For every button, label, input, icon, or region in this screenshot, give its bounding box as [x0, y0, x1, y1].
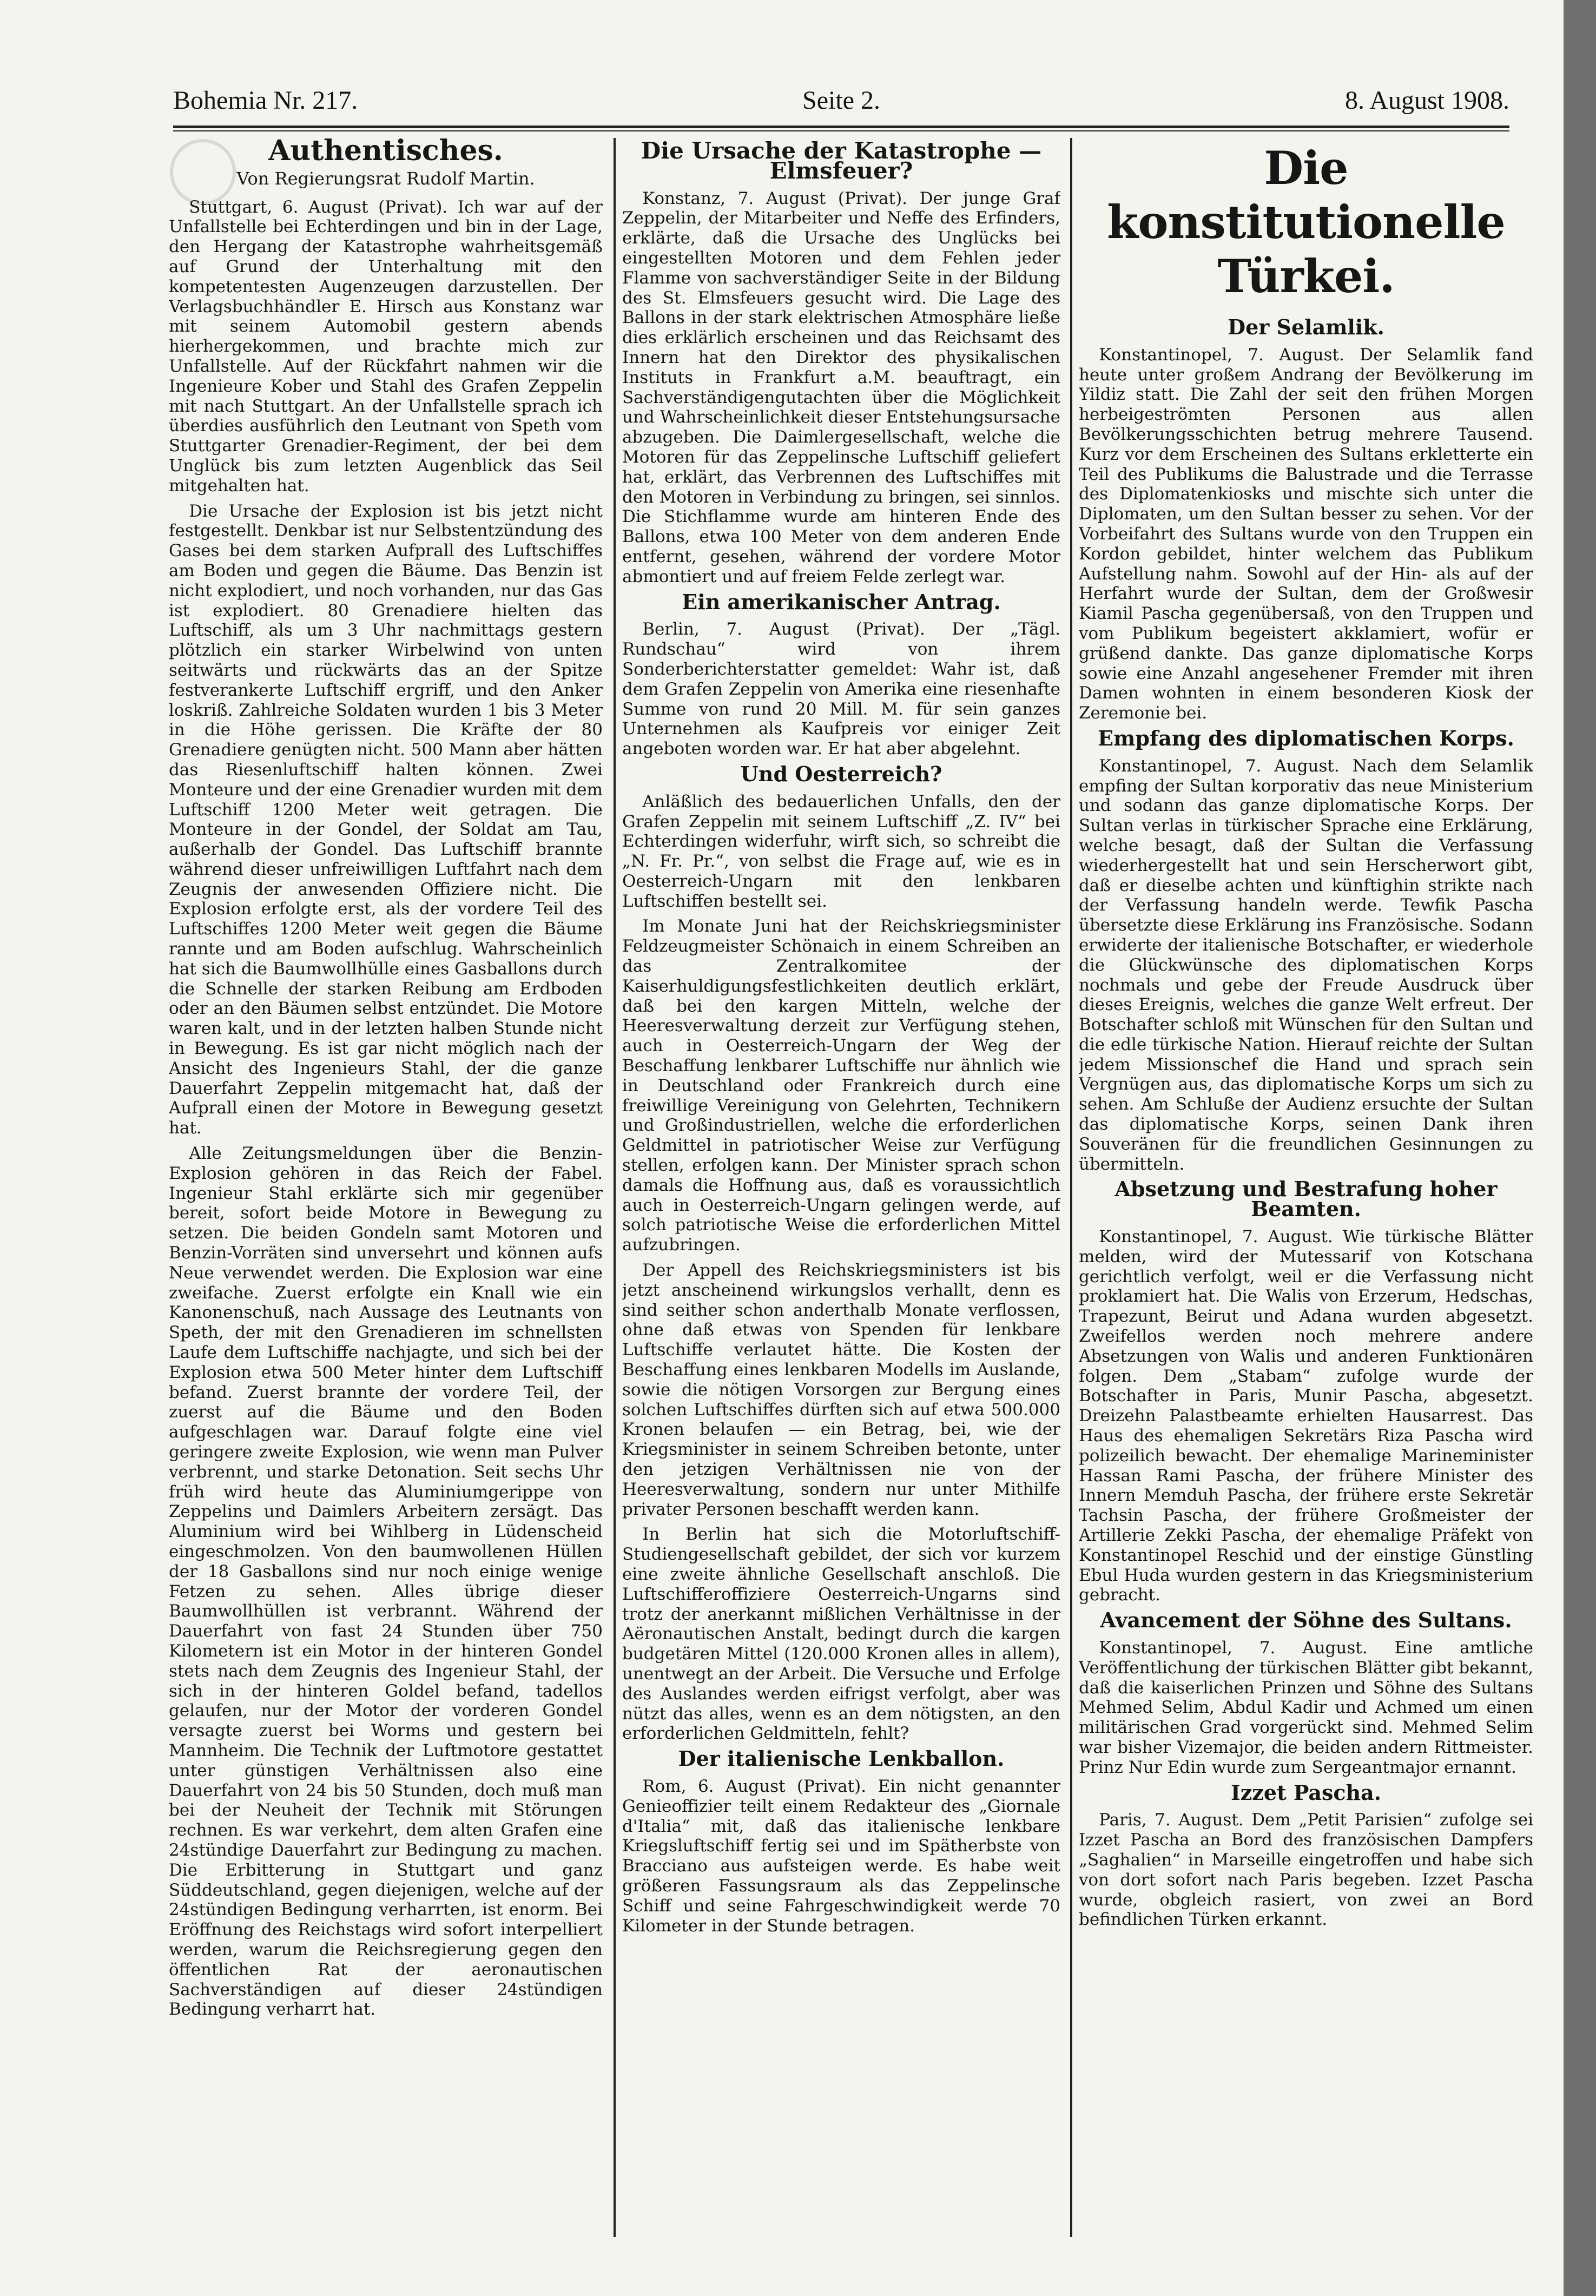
article-title-ursache: Die Ursache der Katastrophe — Elmsfeuer? [641, 138, 1042, 184]
column-1 [169, 138, 603, 2258]
column-divider-1 [614, 138, 616, 2237]
paragraph: Paris, 7. August. Dem „Petit Parisien“ zufolge sei Izzet Pascha an Bord des französischen Dampfers „Saghalien“ in Marseille eingetroffen und habe sich von dort sofort nach Paris begeben. Izzet Pascha wurde, obgleich rasiert, von zwei an Bord befindlichen Türken erkannt. [1079, 1810, 1533, 1930]
library-stamp [170, 139, 236, 205]
paragraph: Konstantinopel, 7. August. Nach dem Selamlik empfing der Sultan korporativ das neue Ministerium und sodann das ganze diplomatische Korps. Der Sultan verlas in türkischer Sprache eine Erklärung, welche besagt, daß der Sultan die Verfassung wiederhergestellt hat und sein Herscherwort gibt, daß er dieselbe achten und künftighin strikte nach der Verfassung handeln werde. Tewfik Pascha übersetzte diese Erklärung ins Französische. Sodann erwiderte der italienische Botschafter, er wiederhole die Glückwünsche des diplomatischen Korps nochmals und gebe der Freude Ausdruck über dieses Ereignis, welches die ganze Welt erfreut. Der Botschafter schloß mit Wünschen für den Sultan und die edle türkische Nation. Hierauf reichte der Sultan jedem Missionschef die Hand und sprach sein Vergnügen aus, das diplomatische Korps um sich zu sehen. Am Schluße der Audienz ersuchte der Sultan das diplomatische Korps, seinen Dank ihren Souveränen für die freundlichen Gesinnungen zu übermitteln. [1079, 756, 1533, 1174]
column-3 [1079, 138, 1533, 2258]
column-divider-2 [1070, 138, 1072, 2237]
article-title-lenkballon: Der italienische Lenkballon. [678, 1746, 1005, 1771]
issue-date: 8. August 1908. [1344, 86, 1509, 115]
masthead-issue: Bohemia Nr. 217. [173, 86, 358, 115]
section-heading-selamlik: Der Selamlik. [1228, 315, 1384, 339]
paragraph: In Berlin hat sich die Motorluftschiff-Studiengesellschaft gebildet, der sich vor kurzem eine zweite ähnliche Gesellschaft anschloß. Die Luftschifferoffiziere Oesterreich-Ungarns sind trotz der anerkannt mißlichen Verhältnisse in der Aëronautischen Anstalt, bedingt durch die kargen budgetären Mittel (120.000 Kronen alles in allem), unentwegt an der Arbeit. Die Versuche und Erfolge des Auslandes werden eifrigst verfolgt, aber was nützt das alles, wenn es an dem nötigsten, an den erforderlichen Geldmitteln, fehlt? [622, 1525, 1060, 1744]
page-number: Seite 2. [802, 86, 880, 115]
article-title-tuerkei: Die konstitutionelle Türkei. [1107, 141, 1505, 303]
section-heading-empfang: Empfang des diplomatischen Korps. [1098, 725, 1514, 750]
scan-edge [1564, 0, 1596, 2296]
paragraph: Konstantinopel, 7. August. Der Selamlik fand heute unter großem Andrang der Bevölkerung im Yildiz statt. Die Zahl der seit den frühen Morgen herbeigeströmten Personen aus allen Bevölkerungsschichten betrug mehrere Tausend. Kurz vor dem Erscheinen des Sultans erkletterte ein Teil des Publikums die Balustrade und die Terrasse des Diplomatenkiosks und mischte sich unter die Diplomaten, um den Sultan besser zu sehen. Vor der Vorbeifahrt des Sultans wurde von den Truppen ein Kordon gebildet, hinter welchem das Publikum Aufstellung nahm. Sowohl auf der Hin- als auf der Herfahrt wurde der Sultan, dem der Großwesir Kiamil Pascha gegenübersaß, von den Truppen und vom Publikum begeistert akklamiert, wofür er grüßend dankte. Das ganze diplomatische Korps sowie eine Anzahl angesehener Fremder mit ihren Damen wohnten in einem besonderen Kiosk der Zeremonie bei. [1079, 345, 1533, 723]
section-heading-izzet: Izzet Pascha. [1230, 1780, 1382, 1805]
article-title-authentisches: Authentisches. [268, 138, 503, 167]
paragraph: Berlin, 7. August (Privat). Der „Tägl. Rundschau“ wird von ihrem Sonderberichterstatter gemeldet: Wahr ist, daß dem Grafen Zeppelin von Amerika eine riesenhafte Summe von rund 20 Mill. M. für sein ganzes Unternehmen als Kaufpreis vor einiger Zeit angeboten worden war. Er hat aber abgelehnt. [622, 619, 1060, 759]
article-title-antrag: Ein amerikanischer Antrag. [682, 589, 1001, 614]
paragraph: Konstantinopel, 7. August. Wie türkische Blätter melden, wird der Mutessarif von Kotschana gerichtlich verfolgt, weil er die Verfassung nicht proklamiert hat. Die Walis von Erzerum, Hedschas, Trapezunt, Beirut und Adana wurden abgesetzt. Zweifellos werden noch mehrere andere Absetzungen von Walis und anderen Funktionären folgen. Dem „Stabam“ zufolge wurde der Botschafter in Paris, Munir Pascha, abgesetzt. Dreizehn Palastbeamte erhielten Hausarrest. Das Haus des ehemaligen Sekretärs Riza Pascha wird polizeilich bewacht. Der ehemalige Marineminister Hassan Rami Pascha, der frühere Minister des Innern Memduh Pascha, der frühere erste Sekretär Tachsin Pascha, der frühere Großmeister der Artillerie Zekki Pascha, der ehemalige Präfekt von Konstantinopel Reschid und der einstige Günstling Ebul Huda wurden gestern in das Kriegsministerium gebracht. [1079, 1227, 1533, 1605]
column-2 [622, 138, 1060, 2258]
section-heading-absetzung: Absetzung und Bestrafung hoher Beamten. [1114, 1177, 1498, 1222]
page-header [173, 81, 1509, 124]
paragraph: Stuttgart, 6. August (Privat). Ich war auf der Unfallstelle bei Echterdingen und bin in der Lage, den Hergang der Katastrophe wahrheitsgemäß auf Grund der Unterhaltung mit den kompetentesten Augenzeugen darzustellen. Der Verlagsbuchhändler E. Hirsch aus Konstanz war mit seinem Automobil gestern abends hierhergekommen, und brachte mich zur Unfallstelle. Auf der Rückfahrt nahmen wir die Ingenieure Kober und Stahl des Grafen Zeppelin mit nach Stuttgart. An der Unfallstelle sprach ich überdies ausführlich den Leutnant von Speth vom Stuttgarter Grenadier-Regiment, der bei dem Unglück bis zum letzten Augenblick das Seil mitgehalten hat. [169, 197, 603, 496]
header-rule [173, 126, 1509, 128]
paragraph: Alle Zeitungsmeldungen über die Benzin-Explosion gehören in das Reich der Fabel. Ingenieur Stahl erklärte sich mir gegenüber bereit, sofort beide Motore in Bewegung zu setzen. Die beiden Gondeln samt Motoren und Benzin-Vorräten sind unversehrt und können aufs Neue verwendet werden. Die Explosion war eine zweifache. Zuerst erfolgte ein Knall wie ein Kanonenschuß, nach Aussage des Leutnants von Speth, der mit den Grenadieren im schnellsten Laufe dem Luftschiffe nachjagte, und sich bei der Explosion etwa 500 Meter hinter dem Luftschiff befand. Zuerst brannte der vordere Teil, der zuerst auf die Bäume und den Boden aufgeschlagen war. Darauf folgte eine viel geringere zweite Explosion, wie wenn man Pulver verbrennt, und starke Detonation. Seit sechs Uhr früh wird heute das Aluminiumgerippe von Zeppelins und Daimlers Arbeitern zersägt. Das Aluminium wird bei Wihlberg in Lüdenscheid eingeschmolzen. Von den baumwollenen Hüllen der 18 Gasballons sind nur noch einige wenige Fetzen zu sehen. Alles übrige dieser Baumwollhüllen ist verbrannt. Während der Dauerfahrt von fast 24 Stunden über 750 Kilometern ist ein Motor in der hinteren Gondel stets nach dem Zeugnis des Ingenieur Stahl, der sich in der hinteren Goldel befand, tadellos gelaufen, nur der Motor der vorderen Gondel versagte zuerst bei Worms und gestern bei Mannheim. Die Technik der Luftmotore gestattet unter günstigen Verhältnissen also eine Dauerfahrt von 24 bis 50 Stunden, doch muß man bei der Neuheit der Technik mit Störungen rechnen. Es war verkehrt, dem alten Grafen eine 24stündige Dauerfahrt zur Bedingung zu machen. Die Erbitterung in Stuttgart und ganz Süddeutschland, gegen diejenigen, welche auf der 24stündigen Bedingung verharrten, ist enorm. Bei Eröffnung des Reichstags wird sofort interpelliert werden, warum die Reichsregierung gegen den öffentlichen Rat der aeronautischen Sachverständigen auf dieser 24stündigen Bedingung verharrt hat. [169, 1144, 603, 2020]
paragraph: Im Monate Juni hat der Reichskriegsminister Feldzeugmeister Schönaich in einem Schreiben an das Zentralkomitee der Kaiserhuldigungsfestlichkeiten deutlich erklärt, daß bei den kargen Mitteln, welche der Heeresverwaltung derzeit zur Verfügung stehen, auch in Oesterreich-Ungarn der Weg der Beschaffung lenkbarer Luftschiffe nur ähnlich wie in Deutschland oder Frankreich durch eine freiwillige Vereinigung von Gelehrten, Technikern und Großindustriellen, welche die erforderlichen Geldmittel in patriotischer Weise zur Verfügung stellen, erfolgen kann. Der Minister sprach schon damals die Hoffnung aus, daß es voraussichtlich auch in Oesterreich-Ungarn gelingen werde, auf solch patriotische Weise die erforderlichen Mittel aufzubringen. [622, 916, 1060, 1255]
article-byline: Von Regierungsrat Rudolf Martin. [236, 168, 535, 189]
paragraph: Konstanz, 7. August (Privat). Der junge Graf Zeppelin, der Mitarbeiter und Neffe des Erfinders, erklärte, daß die Ursache des Unglücks bei eingestellten Motoren und dem Fehlen jeder Flamme von sachverständiger Seite in der Bildung des St. Elmsfeuers gesucht wird. Die Lage des Ballons in der stark elektrischen Atmosphäre ließe dies erklärlich erscheinen und das Reichsamt des Innern hat den Direktor des physikalischen Instituts in Frankfurt a.M. beauftragt, ein Sachverständigengutachten über die Möglichkeit und Wahrscheinlichkeit dieser Entstehungsursache abzugeben. Die Daimlergesellschaft, welche die Motoren für das Zeppelinsche Luftschiff geliefert hat, erklärt, das Verbrennen des Luftschiffes mit den Motoren in Verbindung zu bringen, sei sinnlos. Die Stichflamme wurde am hinteren Ende des Ballons, etwa 100 Meter von dem anderen Ende entfernt, gesehen, während der vordere Motor abmontiert und auf freiem Felde zerlegt war. [622, 188, 1060, 586]
section-heading-avancement: Avancement der Söhne des Sultans. [1100, 1608, 1512, 1633]
paragraph: Der Appell des Reichskriegsministers ist bis jetzt anscheinend wirkungslos verhallt, denn es sind seither schon anderthalb Monate verflossen, ohne daß etwas von Spenden für lenkbare Luftschiffe verlautet hätte. Die Kosten der Beschaffung eines lenkbaren Modells im Auslande, sowie die nötigen Vorsorgen zur Bergung eines solchen Luftschiffes dürften sich auf etwa 500.000 Kronen belaufen — ein Betrag, bei, wie der Kriegsminister in seinem Schreiben betonte, unter den jetzigen Verhältnissen nie von der Heeresverwaltung, sondern nur unter Mithilfe privater Personen beschafft werden kann. [622, 1261, 1060, 1519]
paragraph: Anläßlich des bedauerlichen Unfalls, den der Grafen Zeppelin mit seinem Luftschiff „Z. IV“ bei Echterdingen widerfuhr, wirft sich, so schreibt die „N. Fr. Pr.“, von selbst die Frage auf, wie es in Oesterreich-Ungarn mit den lenkbaren Luftschiffen bestellt sei. [622, 791, 1060, 911]
paragraph: Rom, 6. August (Privat). Ein nicht genannter Genieoffizier teilt einem Redakteur des „Giornale d'Italia“ mit, daß das italienische lenkbare Kriegsluftschiff fertig sei und im Spätherbste von Bracciano aus aufsteigen werde. Es habe weit größeren Fassungsraum als das Zeppelinsche Schiff und seine Fahrgeschwindigkeit werde 70 Kilometer in der Stunde betragen. [622, 1776, 1060, 1936]
header-rule-thin [173, 130, 1509, 131]
paragraph: Die Ursache der Explosion ist bis jetzt nicht festgestellt. Denkbar ist nur Selbstentzündung des Gases bei dem starken Aufprall des Luftschiffes am Boden und gegen die Bäume. Das Benzin ist nicht explodiert, und noch vorhanden, nur das Gas ist explodiert. 80 Grenadiere hielten das Luftschiff, als um 3 Uhr nachmittags gestern plötzlich ein starker Wirbelwind von unten seitwärts und rückwärts das an der Spitze festverankerte Luftschiff ergriff, und den Anker loskriß. Zahlreiche Soldaten wurden 1 bis 3 Meter in die Höhe gerissen. Die Kräfte der 80 Grenadiere genügten nicht. 500 Mann aber hätten das Riesenluftschiff halten können. Zwei Monteure und der eine Grenadier wurden mit dem Luftschiff 1200 Meter weit getragen. Die Monteure in der Gondel, der Soldat am Tau, außerhalb der Gondel. Das Luftschiff brannte während dieser unfreiwilligen Luftfahrt nach dem Zeugnis der anwesenden Offiziere nicht. Die Explosion erfolgte erst, als der vordere Teil des Luftschiffes 1200 Meter weit gegen die Bäume rannte und am Boden aufschlug. Wahrscheinlich hat sich die Baumwollhülle eines Gasballons durch die Schnelle der starken Reibung am Erdboden oder an den Bäumen selbst entzündet. Die Motore waren kalt, und in der letzten halben Stunde nicht in Bewegung. Es ist gar nicht möglich nach der Ansicht des Ingenieurs Stahl, der die ganze Dauerfahrt Zeppelin mitgemacht hat, daß der Aufprall einen der Motore in Bewegung gesetzt hat. [169, 501, 603, 1138]
article-title-oesterreich: Und Oesterreich? [740, 761, 942, 786]
paragraph: Konstantinopel, 7. August. Eine amtliche Veröffentlichung der türkischen Blätter gibt bekannt, daß die kaiserlichen Prinzen und Söhne des Sultans Mehmed Selim, Abdul Kadir und Achmed um einen militärischen Grad vorgerückt sind. Mehmed Selim war bisher Vizemajor, die beiden andern Rittmeister. Prinz Nur Edin wurde zum Sergeantmajor ernannt. [1079, 1638, 1533, 1777]
